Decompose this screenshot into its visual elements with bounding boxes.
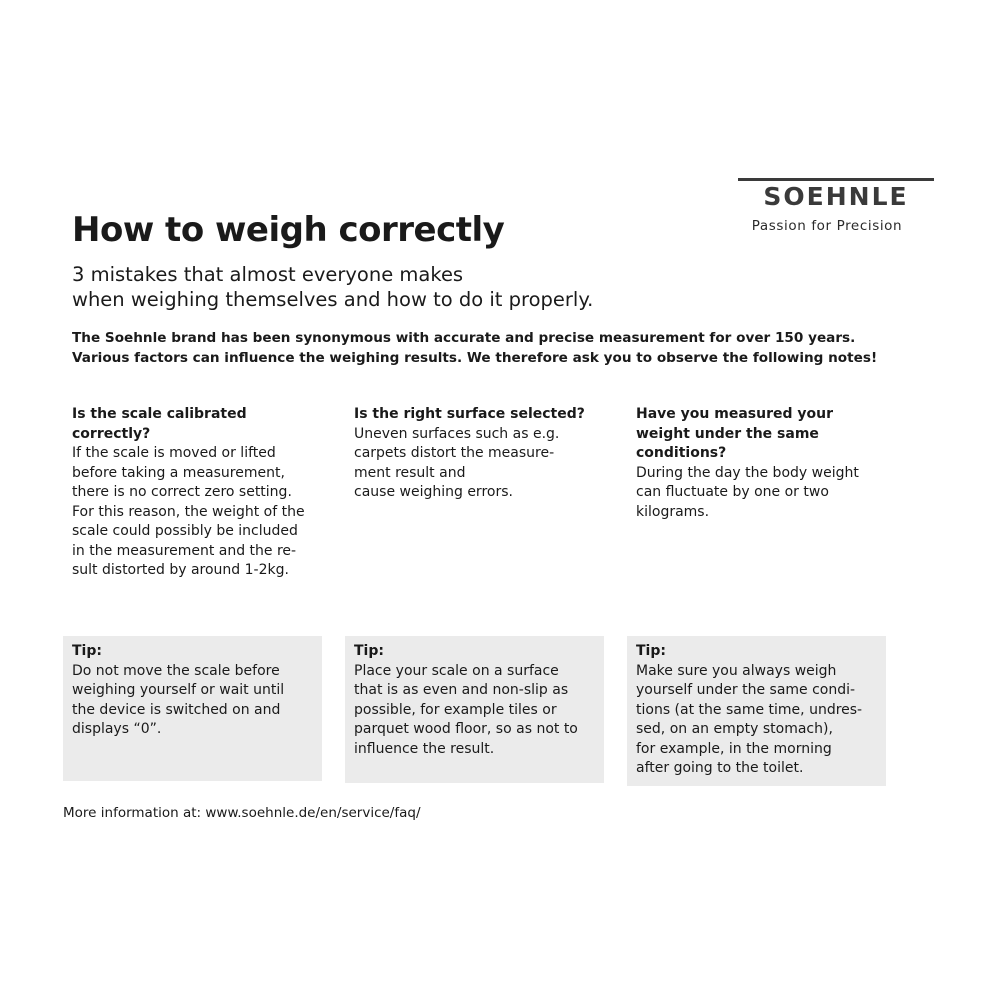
body-line: scale could possibly be included — [72, 523, 298, 539]
tip-box-surface — [345, 636, 604, 783]
intro-line: Various factors can influence the weighing results. We therefore ask you to observe the following notes! — [72, 350, 878, 366]
tip-text — [636, 662, 878, 779]
tip-line: influence the result. — [354, 740, 495, 757]
tip-line: yourself under the same condi- — [636, 682, 856, 698]
tip-label: Tip: — [72, 643, 102, 659]
body-line: kilograms. — [636, 503, 710, 520]
body-line: ment result and — [354, 464, 466, 481]
subtitle-line: 3 mistakes that almost everyone makes — [72, 263, 464, 286]
tip-line: tions (at the same time, undres- — [636, 701, 863, 718]
subtitle — [72, 262, 593, 312]
intro-text — [72, 328, 877, 368]
body-line: cause weighing errors. — [354, 484, 513, 500]
mistake-column-calibration — [72, 405, 334, 581]
body-line: During the day the body weight — [636, 464, 859, 481]
body-line: For this reason, the weight of the — [72, 503, 305, 520]
body-line: Uneven surfaces such as e.g. — [354, 425, 560, 442]
tip-text — [354, 662, 596, 760]
column-heading — [636, 405, 898, 464]
heading-line: Have you measured your — [636, 406, 833, 422]
more-info-footer: More information at: www.soehnle.de/en/service/faq/ — [63, 805, 421, 821]
body-line: can fluctuate by one or two — [636, 484, 829, 500]
tip-box-conditions — [627, 636, 886, 786]
logo-text: SOEHNLE — [763, 182, 909, 210]
mistake-column-conditions — [636, 405, 898, 522]
heading-line: conditions? — [636, 445, 727, 461]
tip-line: the device is switched on and — [72, 701, 281, 718]
body-line: sult distorted by around 1-2kg. — [72, 562, 289, 578]
body-line: in the measurement and the re- — [72, 542, 297, 559]
tip-line: parquet wood floor, so as not to — [354, 721, 578, 737]
page-title: How to weigh correctly — [72, 210, 505, 250]
heading-line: correctly? — [72, 425, 151, 442]
column-heading — [72, 405, 334, 444]
logo-tagline: Passion for Precision — [751, 218, 903, 234]
tip-line: possible, for example tiles or — [354, 701, 557, 718]
heading-line: weight under the same — [636, 425, 819, 442]
intro-line: The Soehnle brand has been synonymous with accurate and precise measurement for over 150 years. — [72, 330, 856, 346]
mistake-column-surface — [354, 405, 616, 503]
tip-line: that is as even and non-slip as — [354, 682, 569, 698]
logo-wordmark — [738, 176, 936, 210]
tip-line: sed, on an empty stomach), — [636, 721, 833, 737]
column-body — [354, 425, 616, 503]
column-heading — [354, 405, 616, 425]
body-line: there is no correct zero setting. — [72, 484, 292, 500]
tip-line: weighing yourself or wait until — [72, 682, 285, 698]
heading-line: Is the right surface selected? — [354, 406, 585, 422]
tip-line: for example, in the morning — [636, 740, 832, 757]
column-body — [636, 464, 898, 523]
tip-line: after going to the toilet. — [636, 760, 804, 776]
tip-line: displays “0”. — [72, 721, 162, 737]
subtitle-line: when weighing themselves and how to do it properly. — [72, 288, 594, 311]
tip-label: Tip: — [636, 643, 666, 659]
soehnle-logo — [738, 176, 936, 240]
tip-label: Tip: — [354, 643, 384, 659]
tip-line: Do not move the scale before — [72, 662, 280, 679]
body-line: carpets distort the measure- — [354, 445, 555, 461]
tip-line: Place your scale on a surface — [354, 662, 559, 679]
tip-box-calibration — [63, 636, 322, 781]
tip-line: Make sure you always weigh — [636, 662, 837, 679]
body-line: If the scale is moved or lifted — [72, 445, 276, 461]
column-body — [72, 444, 334, 581]
body-line: before taking a measurement, — [72, 464, 285, 481]
heading-line: Is the scale calibrated — [72, 406, 247, 422]
tip-text — [72, 662, 314, 740]
